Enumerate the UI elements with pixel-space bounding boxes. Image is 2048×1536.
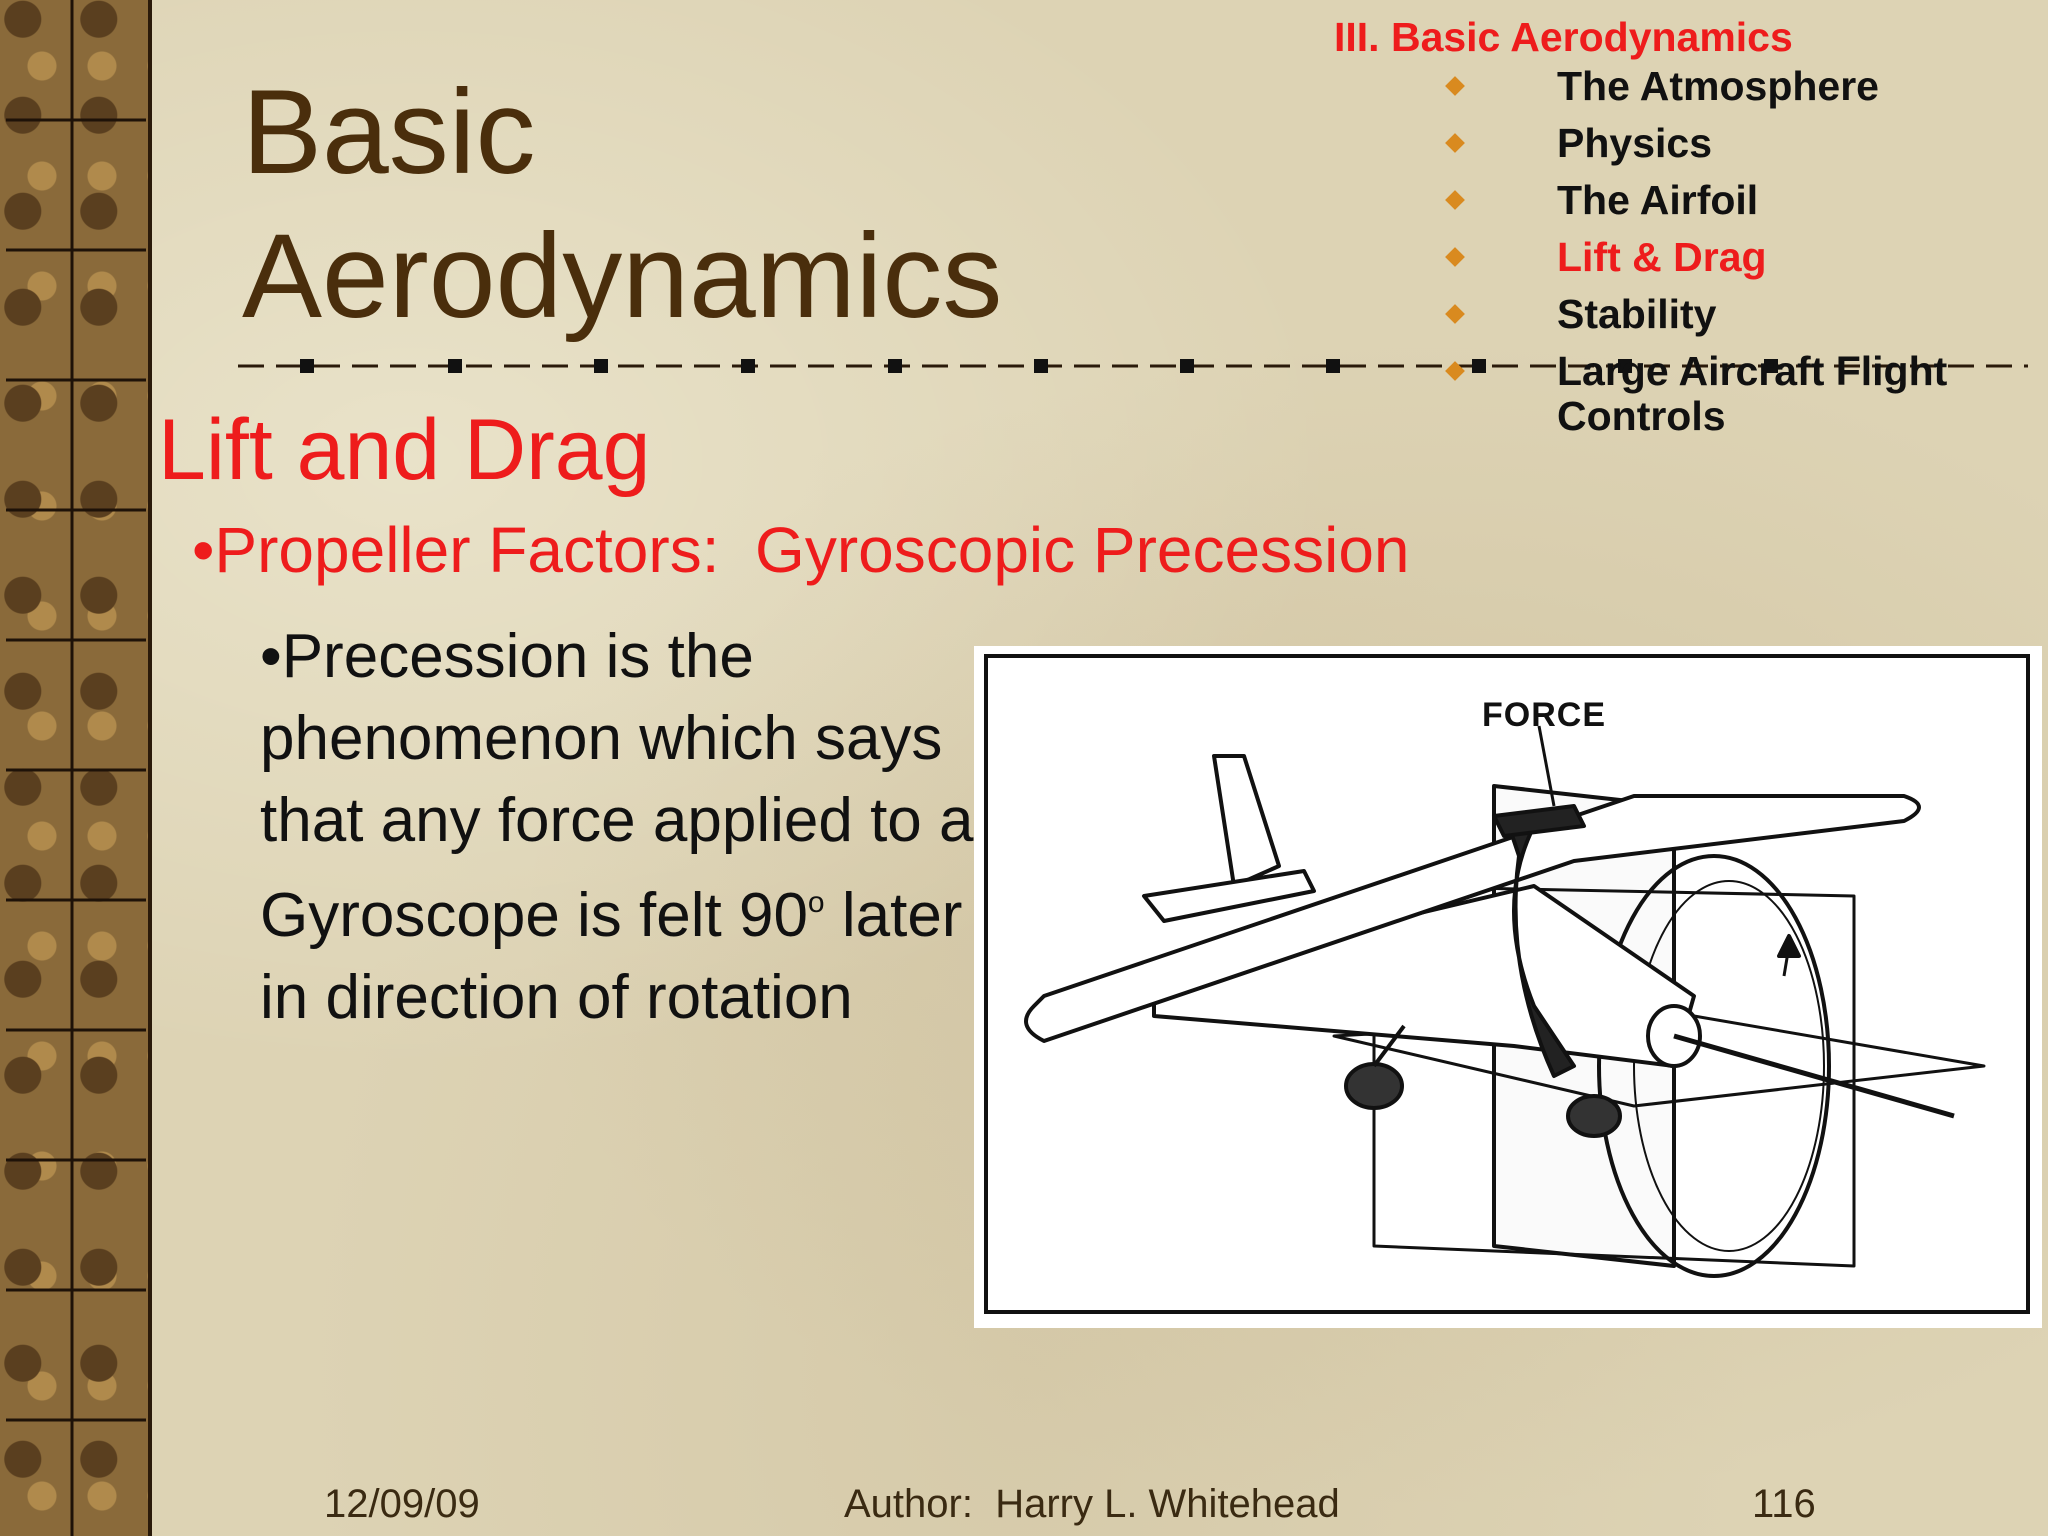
diamond-bullet-icon bbox=[1445, 304, 1465, 324]
outline-item-label: Physics bbox=[1557, 120, 1712, 166]
diamond-bullet-icon bbox=[1445, 247, 1465, 267]
subtitle-bullet: •Propeller Factors: Gyroscopic Precession bbox=[192, 514, 1410, 586]
diamond-bullet-icon bbox=[1445, 133, 1465, 153]
body-text-tail: later in direction of rotation bbox=[260, 881, 963, 1032]
diamond-bullet-icon bbox=[1445, 76, 1465, 96]
decorative-border bbox=[0, 0, 152, 1536]
body-text-main: •Precession is the phenomenon which says that any force applied to a Gyroscope is felt 90 bbox=[260, 622, 974, 950]
footer-page-number: 116 bbox=[1752, 1482, 1816, 1526]
outline-item-label: Lift & Drag bbox=[1557, 234, 1767, 280]
outline-item-lift-drag bbox=[1334, 235, 2014, 280]
outline-item-label: Stability bbox=[1557, 291, 1717, 337]
slide-title: Basic Aerodynamics bbox=[242, 65, 1003, 343]
diamond-bullet-icon bbox=[1445, 361, 1465, 381]
airplane-illustration bbox=[974, 646, 2042, 1328]
gyroscopic-precession-figure bbox=[974, 646, 2042, 1328]
outline-item-label: The Atmosphere bbox=[1557, 63, 1879, 109]
diamond-bullet-icon bbox=[1445, 190, 1465, 210]
outline-item-atmosphere bbox=[1334, 64, 2014, 109]
course-outline bbox=[1334, 12, 2014, 451]
force-label: FORCE bbox=[1482, 696, 1606, 734]
outline-item-physics bbox=[1334, 121, 2014, 166]
tail-fin bbox=[1214, 756, 1279, 886]
section-title: Lift and Drag bbox=[158, 402, 651, 498]
outline-item-stability bbox=[1334, 292, 2014, 337]
footer-date: 12/09/09 bbox=[324, 1482, 480, 1526]
body-bullet bbox=[260, 616, 980, 1039]
degree-superscript: o bbox=[807, 886, 825, 919]
outline-item-label: Large Aircraft Flight Controls bbox=[1557, 348, 1948, 439]
footer-author: Author: Harry L. Whitehead bbox=[844, 1482, 1340, 1526]
outline-item-label: The Airfoil bbox=[1557, 177, 1759, 223]
border-grid-pattern bbox=[6, 0, 146, 1536]
outline-item-airfoil bbox=[1334, 178, 2014, 223]
outline-item-flight-controls bbox=[1334, 349, 2014, 439]
outline-list bbox=[1334, 64, 2014, 439]
outline-heading: III. Basic Aerodynamics bbox=[1334, 14, 1793, 60]
